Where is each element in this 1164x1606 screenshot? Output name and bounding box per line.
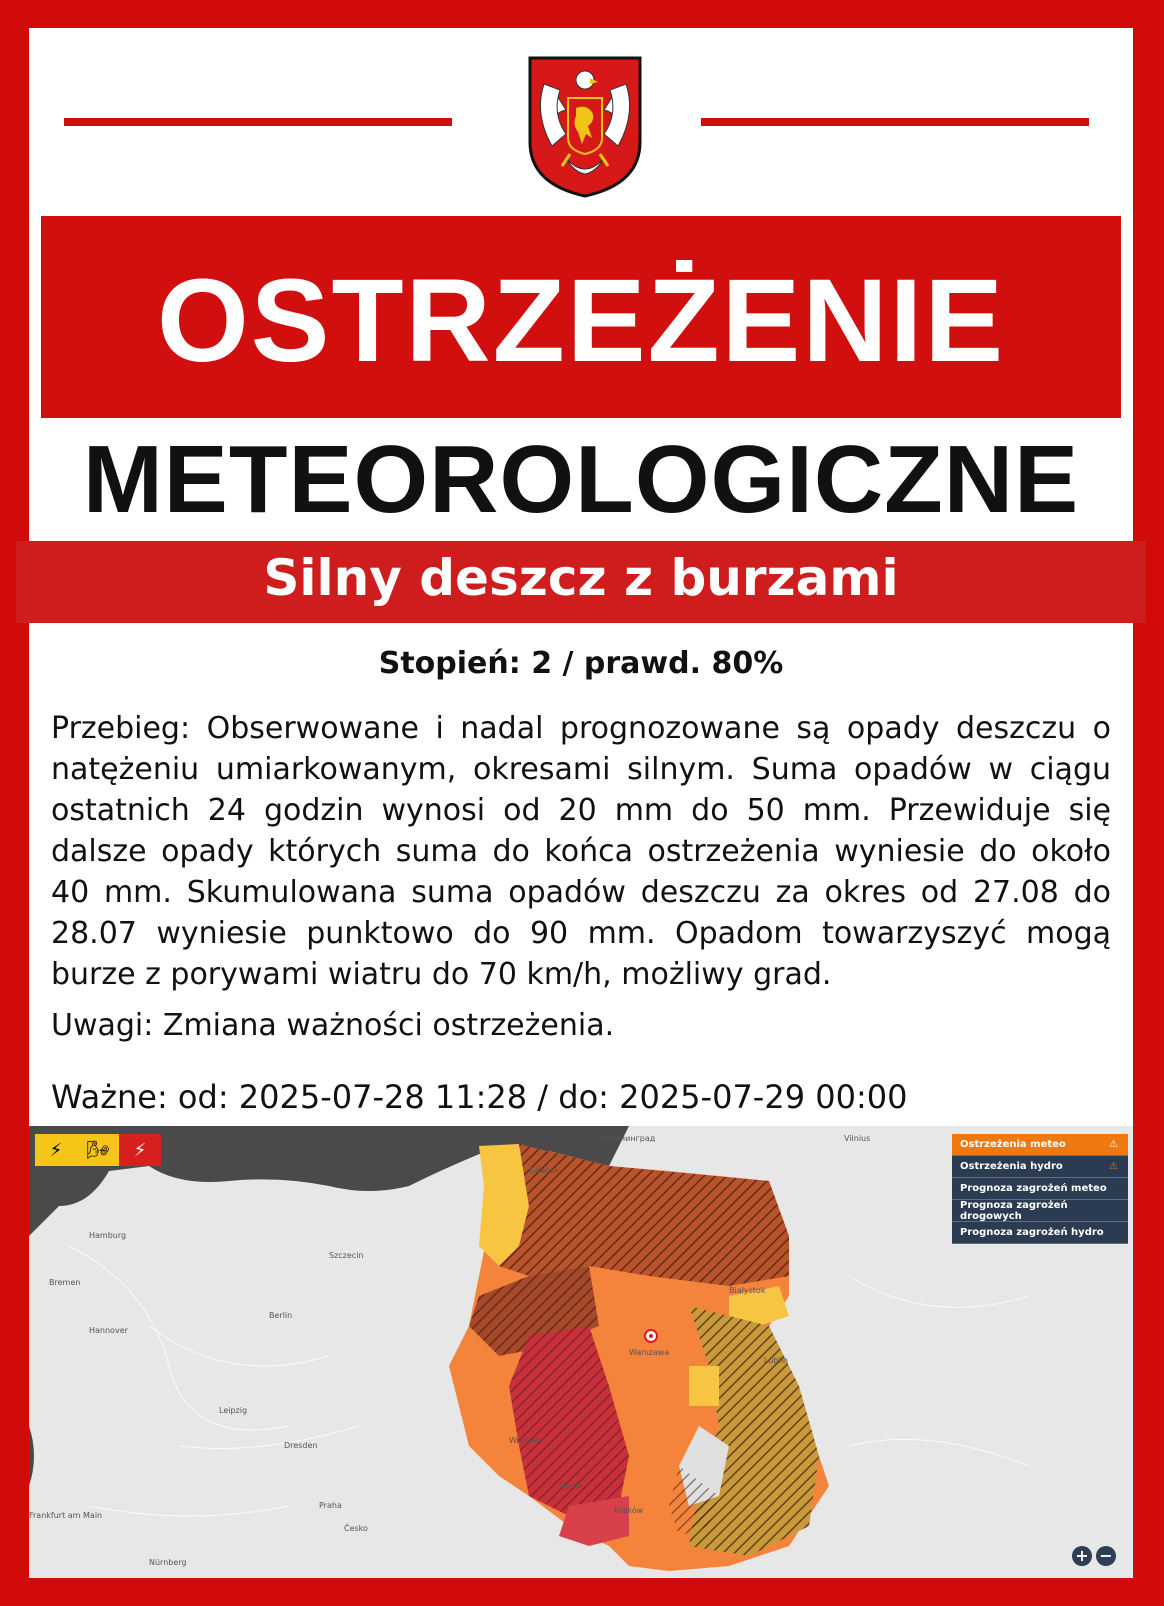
lightning-icon[interactable]: ⚡ <box>35 1134 77 1166</box>
city-label-opole: Opole <box>559 1481 583 1490</box>
windsock-icon[interactable]: 🌬 <box>77 1134 119 1166</box>
warning-triangle-icon: ⚠ <box>1109 1139 1118 1150</box>
legend-label: Prognoza zagrożeń meteo <box>960 1183 1107 1194</box>
legend-item-road-forecast[interactable] <box>952 1200 1128 1222</box>
city-label-wroclaw: Wrocław <box>509 1436 543 1445</box>
warning-description: Przebieg: Obserwowane i nadal prognozowane są opady deszczu o natężeniu umiarkowanym, okresami silnym. Suma opadów w ciągu ostatnich 24 godzin wynosi od 20 mm do 50 mm. Przewiduje się dalsze opady których suma do końca ostrzeżenia wyniesie do około 40 mm. Skumulowana suma opadów deszczu za okres od 27.08 do 28.07 wyniesie punktowo do 90 mm. Opadom towarzyszyć mogą burze z porywami wiatru do 70 km/h, możliwy grad. <box>51 711 1111 992</box>
city-label-praha: Praha <box>319 1501 342 1510</box>
zoom-in-button[interactable]: + <box>1072 1546 1092 1566</box>
city-label-hamburg: Hamburg <box>89 1231 127 1240</box>
warning-validity: Ważne: od: 2025-07-28 11:28 / do: 2025-07-29 00:00 <box>51 1078 908 1116</box>
city-label-berlin: Berlin <box>269 1311 293 1320</box>
city-label-frankfurt: Frankfurt am Main <box>29 1511 103 1520</box>
legend-item-meteo-warnings[interactable] <box>952 1134 1128 1156</box>
hazard-banner <box>16 541 1146 623</box>
city-label-krakow: Kraków <box>614 1506 644 1515</box>
page-title: OSTRZEŻENIE <box>156 255 1006 387</box>
warning-map[interactable] <box>29 1126 1133 1578</box>
legend-label: Prognoza zagrożeń hydro <box>960 1227 1104 1238</box>
page-subtitle: METEOROLOGICZNE <box>82 426 1080 533</box>
city-label-warszawa: Warszawa <box>629 1348 670 1357</box>
legend-item-meteo-forecast[interactable] <box>952 1178 1128 1200</box>
city-label-leipzig: Leipzig <box>219 1406 248 1415</box>
legend-item-hydro-warnings[interactable] <box>952 1156 1128 1178</box>
city-label-gdansk: Gdańsk <box>529 1166 560 1175</box>
city-label-dresden: Dresden <box>284 1441 318 1450</box>
map-icon-bar <box>35 1134 161 1166</box>
legend-label: Prognoza zagrożeń drogowych <box>960 1199 1068 1222</box>
hazard-name: Silny deszcz z burzami <box>263 549 899 607</box>
warning-level: Stopień: 2 / prawd. 80% <box>378 646 784 681</box>
legend-item-hydro-forecast[interactable] <box>952 1222 1128 1244</box>
decorative-line-left <box>64 118 452 126</box>
city-label-lublin: Lublin <box>764 1356 788 1365</box>
city-label-nurnberg: Nürnberg <box>149 1558 187 1567</box>
city-label-bremen: Bremen <box>49 1278 81 1287</box>
city-label-vilnius: Vilnius <box>844 1134 871 1143</box>
warning-triangle-icon: ⚠ <box>1109 1161 1118 1172</box>
title-banner <box>41 216 1121 418</box>
city-label-szczecin: Szczecin <box>329 1251 364 1260</box>
legend-label: Ostrzeżenia hydro <box>960 1161 1063 1172</box>
map-layer-legend <box>952 1134 1128 1244</box>
legend-label: Ostrzeżenia meteo <box>960 1139 1066 1150</box>
city-label-bialystok: Białystok <box>729 1286 766 1295</box>
city-label-hannover: Hannover <box>89 1326 128 1335</box>
decorative-line-right <box>701 118 1089 126</box>
storm-warning-icon[interactable]: ⚡ <box>119 1134 161 1166</box>
city-label-cesko: Česko <box>344 1524 368 1533</box>
city-label-kaliningrad: Калининград <box>599 1134 656 1143</box>
zoom-out-button[interactable]: − <box>1096 1546 1116 1566</box>
coat-of-arms-icon <box>526 54 644 200</box>
warning-remarks: Uwagi: Zmiana ważności ostrzeżenia. <box>51 1008 615 1043</box>
